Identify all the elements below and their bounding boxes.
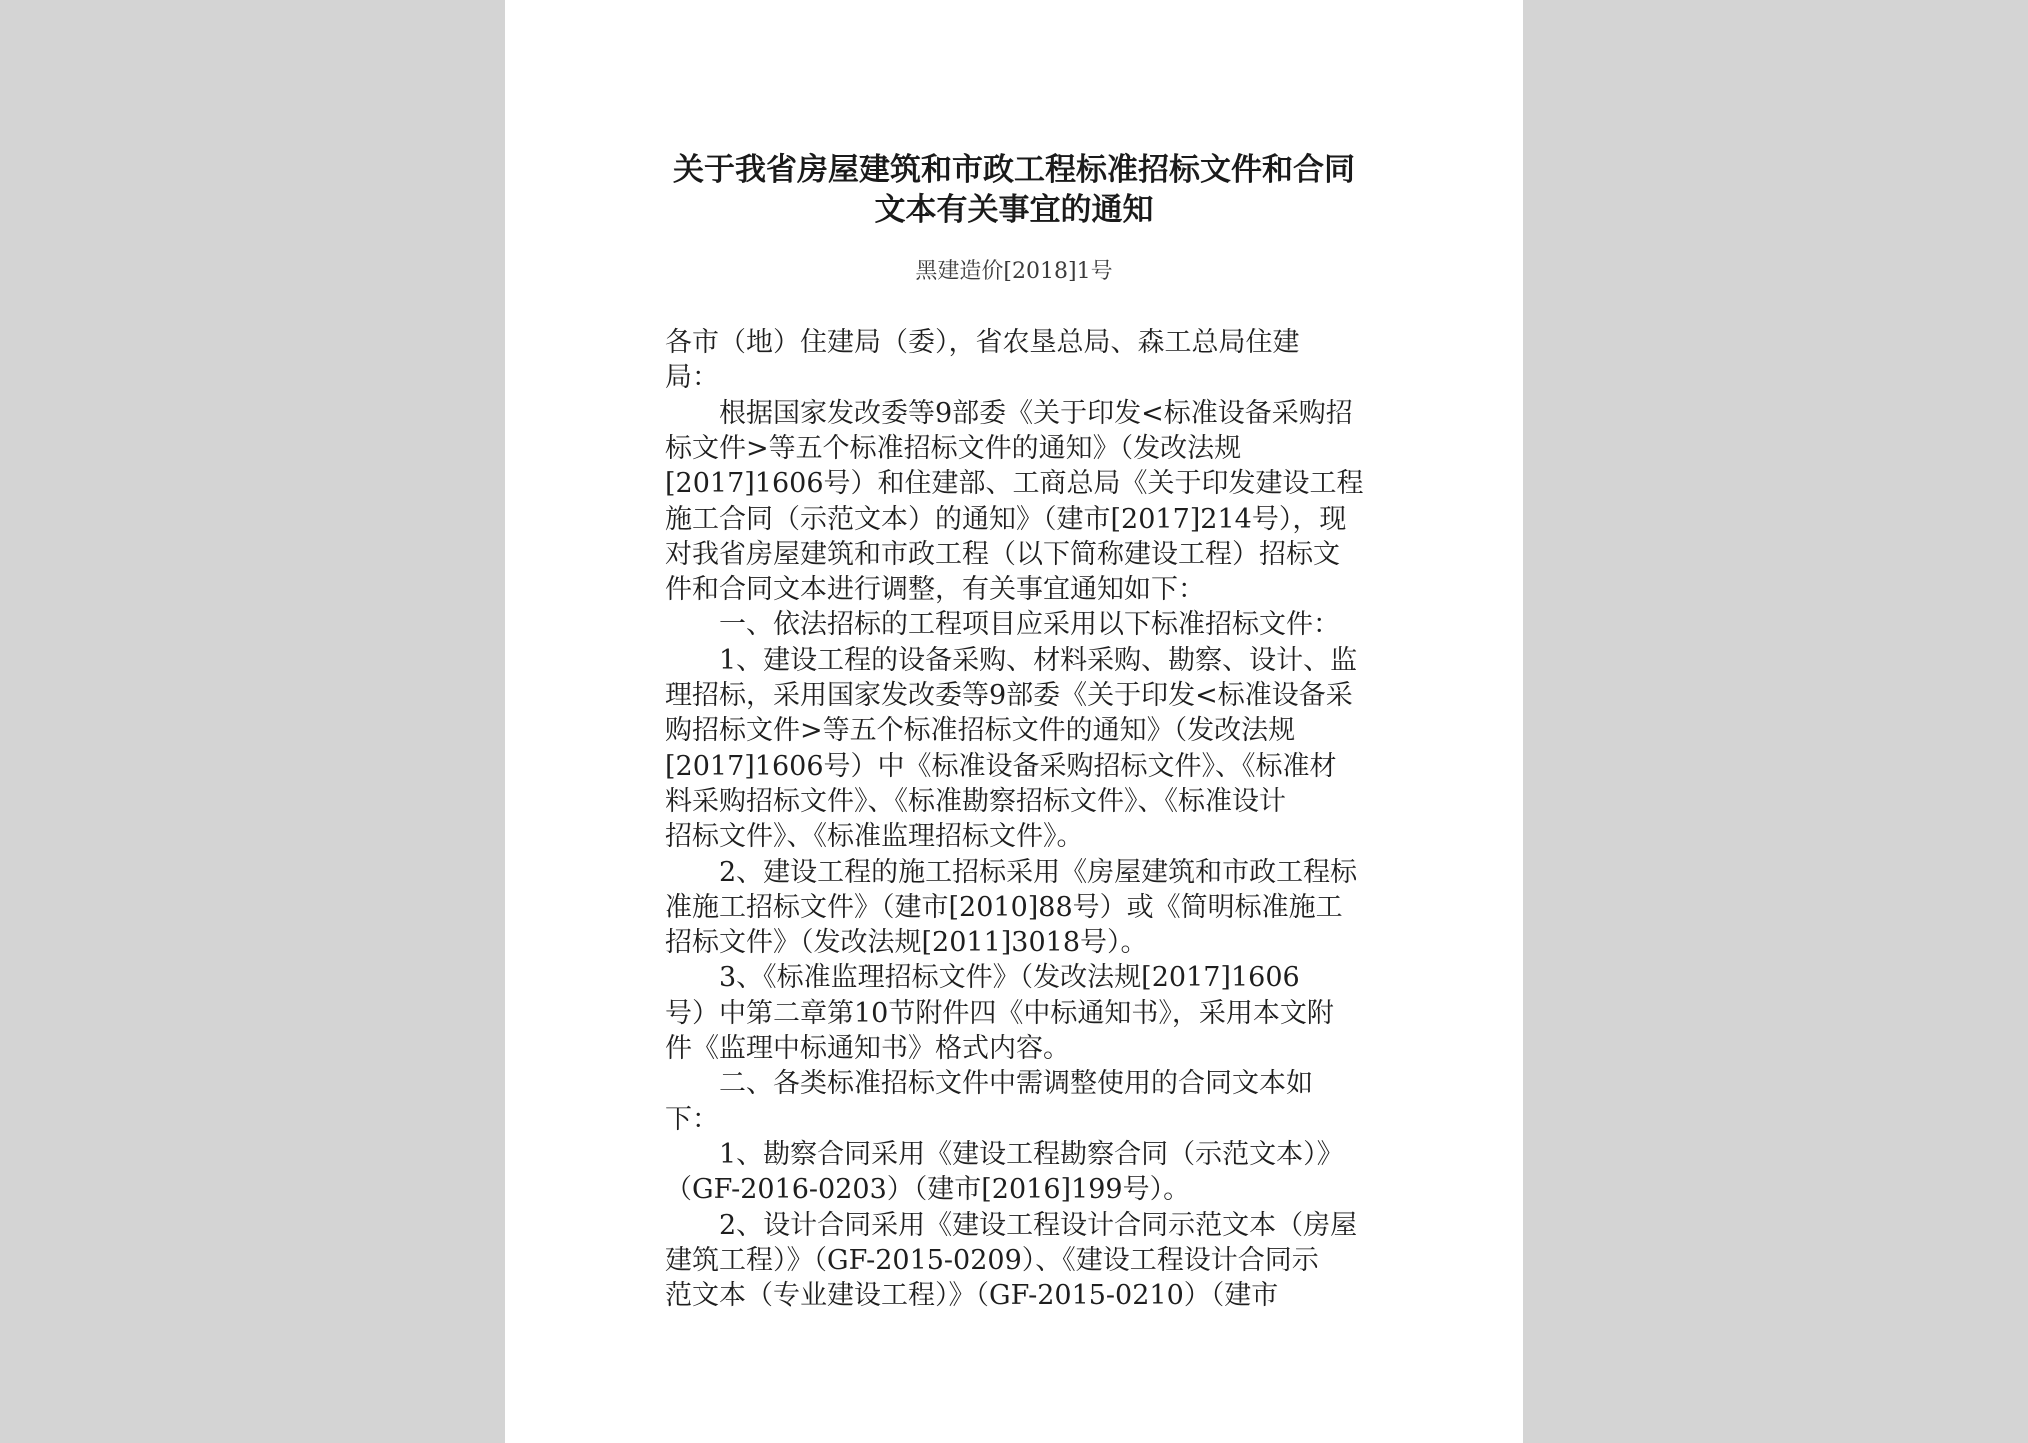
body-line: 2、设计合同采用《建设工程设计合同示范文本（房屋 xyxy=(665,1210,1358,1241)
body-line: 招标文件》（发改法规[2011]3018号）。 xyxy=(665,927,1148,958)
body-line: 1、建设工程的设备采购、材料采购、勘察、设计、监 xyxy=(665,645,1358,676)
body-line: 建筑工程）》（GF-2015-0209）、《建设工程设计合同示 xyxy=(665,1245,1319,1276)
body-line: （GF-2016-0203）（建市[2016]199号）。 xyxy=(665,1174,1191,1205)
body-line: 号）中第二章第10节附件四《中标通知书》，采用本文附 xyxy=(665,998,1334,1029)
document-page xyxy=(505,0,1523,1443)
body-line: 根据国家发改委等9部委《关于印发<标准设备采购招 xyxy=(665,398,1353,429)
body-line: 施工合同（示范文本）的通知》（建市[2017]214号），现 xyxy=(665,504,1347,535)
body-line: 二、各类标准招标文件中需调整使用的合同文本如 xyxy=(665,1068,1313,1099)
body-line: 一、依法招标的工程项目应采用以下标准招标文件： xyxy=(665,609,1340,640)
body-line: 料采购招标文件》、《标准勘察招标文件》、《标准设计 xyxy=(665,786,1286,817)
body-line: 对我省房屋建筑和市政工程（以下简称建设工程）招标文 xyxy=(665,539,1340,570)
body-line: 招标文件》、《标准监理招标文件》。 xyxy=(665,821,1084,852)
body-line: 局： xyxy=(665,362,719,393)
document-title-line-2: 文本有关事宜的通知 xyxy=(874,192,1154,228)
body-line: 标文件>等五个标准招标文件的通知》（发改法规 xyxy=(665,433,1242,464)
body-line: 各市（地）住建局（委），省农垦总局、森工总局住建 xyxy=(665,327,1300,358)
body-line: 准施工招标文件》（建市[2010]88号）或《简明标准施工 xyxy=(665,892,1343,923)
body-line: [2017]1606号）和住建部、工商总局《关于印发建设工程 xyxy=(665,468,1364,499)
body-line: 理招标，采用国家发改委等9部委《关于印发<标准设备采 xyxy=(665,680,1353,711)
document-number: 黑建造价[2018]1号 xyxy=(915,259,1113,284)
document-title-line-1: 关于我省房屋建筑和市政工程标准招标文件和合同 xyxy=(673,152,1355,188)
body-line: [2017]1606号）中《标准设备采购招标文件》、《标准材 xyxy=(665,751,1337,782)
body-line: 下： xyxy=(665,1104,719,1135)
body-line: 2、建设工程的施工招标采用《房屋建筑和市政工程标 xyxy=(665,857,1358,888)
body-line: 件《监理中标通知书》格式内容。 xyxy=(665,1033,1070,1064)
body-line: 1、勘察合同采用《建设工程勘察合同（示范文本）》 xyxy=(665,1139,1344,1170)
body-line: 购招标文件>等五个标准招标文件的通知》（发改法规 xyxy=(665,715,1296,746)
body-line: 件和合同文本进行调整，有关事宜通知如下： xyxy=(665,574,1205,605)
body-line: 3、《标准监理招标文件》（发改法规[2017]1606 xyxy=(665,962,1300,993)
body-line: 范文本（专业建设工程）》（GF-2015-0210）（建市 xyxy=(665,1280,1279,1311)
